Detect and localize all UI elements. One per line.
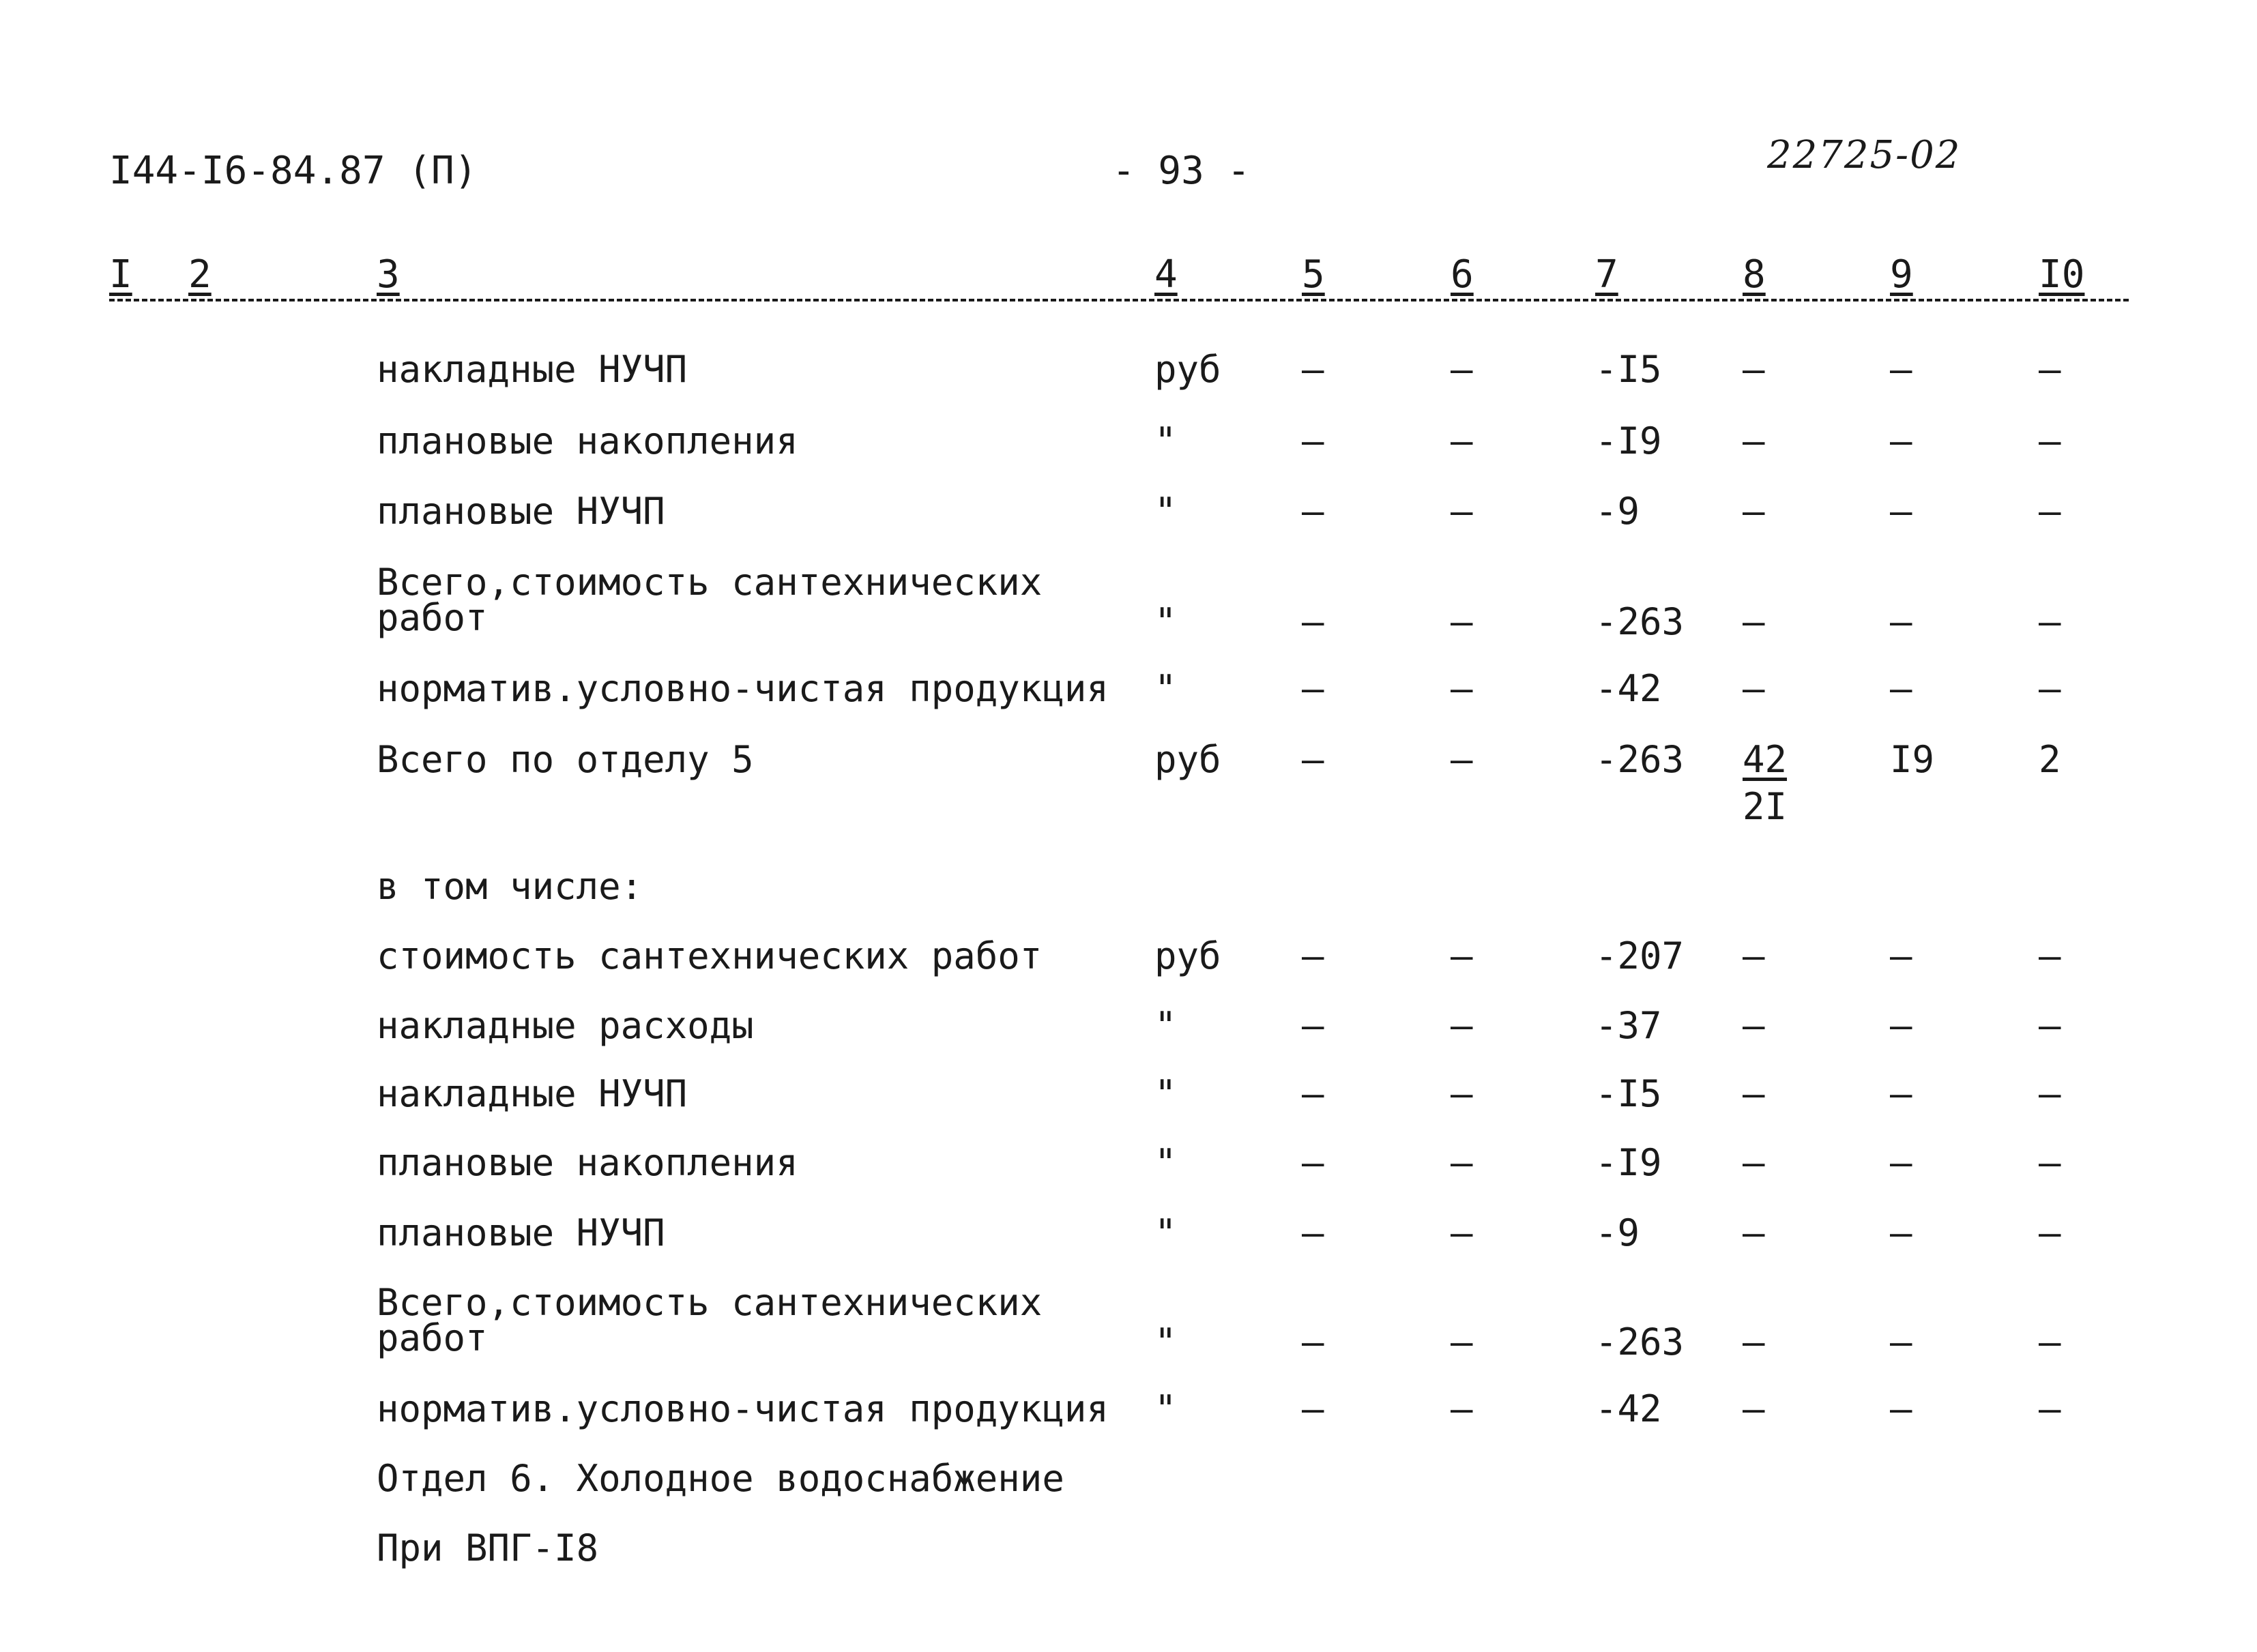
row-unit: " — [1154, 1387, 1177, 1430]
cell-col7: -I5 — [1595, 1072, 1662, 1115]
cell-col5: – — [1302, 419, 1324, 462]
cell-col6: – — [1451, 1211, 1473, 1254]
row-description: плановые НУЧП — [377, 1211, 665, 1254]
cell-col7: -9 — [1595, 490, 1640, 533]
cell-col5: – — [1302, 1211, 1324, 1254]
row-unit: " — [1154, 1072, 1177, 1115]
cell-col7: -37 — [1595, 1004, 1662, 1047]
column-number: 3 — [377, 252, 400, 297]
cell-col6: – — [1451, 1321, 1473, 1363]
cell-col7: -I9 — [1595, 1141, 1662, 1184]
row-description: При ВПГ-I8 — [377, 1526, 599, 1569]
cell-col6: – — [1451, 934, 1473, 977]
table-row — [0, 738, 2257, 834]
cell-col8: – — [1743, 600, 1765, 643]
cell-col7: -42 — [1595, 1387, 1662, 1430]
cell-col9: – — [1890, 934, 1912, 977]
cell-col7: -I9 — [1595, 419, 1662, 462]
table-row — [0, 667, 2257, 708]
row-unit: руб — [1154, 348, 1221, 391]
cell-col6: – — [1451, 667, 1473, 710]
cell-col6: – — [1451, 600, 1473, 643]
row-description: плановые накопления — [377, 1141, 798, 1184]
column-number: I0 — [2039, 252, 2085, 297]
cell-col5: – — [1302, 1141, 1324, 1184]
cell-col9: – — [1890, 1004, 1912, 1047]
cell-col6: – — [1451, 1004, 1473, 1047]
row-description: стоимость сантехнических работ — [377, 934, 1043, 977]
row-description: норматив.условно-чистая продукция — [377, 1387, 1109, 1430]
table-row — [0, 1387, 2257, 1428]
table-row — [0, 561, 2257, 647]
cell-col9: – — [1890, 1321, 1912, 1363]
cell-col8: – — [1743, 1004, 1765, 1047]
document-code: I44-I6-84.87 (П) — [109, 149, 478, 193]
section-heading — [0, 1457, 2257, 1498]
row-description: накладные НУЧП — [377, 1072, 688, 1115]
row-unit: " — [1154, 1004, 1177, 1047]
cell-col8-fraction — [1743, 738, 1787, 828]
fraction-denominator: 2I — [1743, 785, 1788, 828]
cell-col9: – — [1890, 600, 1912, 643]
cell-col9: – — [1890, 1072, 1912, 1115]
table-row — [0, 348, 2257, 389]
archive-number: 22725-02 — [1767, 133, 1962, 177]
cell-col9: – — [1890, 1211, 1912, 1254]
row-description-line: работ — [377, 596, 488, 639]
table-row — [0, 490, 2257, 531]
column-number: I — [109, 252, 132, 297]
row-description: плановые накопления — [377, 419, 798, 462]
cell-col6: – — [1451, 490, 1473, 533]
cell-col6: – — [1451, 1141, 1473, 1184]
cell-col7: -263 — [1595, 738, 1685, 781]
cell-col5: – — [1302, 348, 1324, 391]
row-unit: " — [1154, 419, 1177, 462]
fraction-numerator: 42 — [1743, 738, 1788, 781]
row-description: норматив.условно-чистая продукция — [377, 667, 1109, 710]
cell-col10: – — [2039, 1004, 2061, 1047]
row-unit: " — [1154, 667, 1177, 710]
cell-col7: -263 — [1595, 600, 1685, 643]
cell-col6: – — [1451, 738, 1473, 781]
cell-col8: – — [1743, 1321, 1765, 1363]
cell-col5: – — [1302, 1321, 1324, 1363]
row-unit: " — [1154, 1211, 1177, 1254]
column-number: 6 — [1451, 252, 1474, 297]
table-row — [0, 1004, 2257, 1045]
cell-col7: -I5 — [1595, 348, 1662, 391]
cell-col5: – — [1302, 1004, 1324, 1047]
cell-col5: – — [1302, 490, 1324, 533]
row-unit: " — [1154, 1141, 1177, 1184]
cell-col5: – — [1302, 1072, 1324, 1115]
cell-col7: -9 — [1595, 1211, 1640, 1254]
section-label — [0, 865, 2257, 906]
row-description — [377, 561, 1043, 639]
cell-col5: – — [1302, 600, 1324, 643]
cell-col5: – — [1302, 1387, 1324, 1430]
table-row — [0, 1072, 2257, 1113]
column-number: 2 — [188, 252, 212, 297]
table-row — [0, 1211, 2257, 1252]
row-description — [377, 1281, 1043, 1359]
row-description-line: Всего,стоимость сантехнических — [377, 561, 1043, 604]
cell-col10: – — [2039, 1072, 2061, 1115]
cell-col8: – — [1743, 1141, 1765, 1184]
cell-col10: – — [2039, 1387, 2061, 1430]
cell-col10: – — [2039, 419, 2061, 462]
cell-col5: – — [1302, 667, 1324, 710]
table-row — [0, 1281, 2257, 1367]
cell-col7: -263 — [1595, 1321, 1685, 1363]
cell-col9: – — [1890, 1387, 1912, 1430]
row-description: Отдел 6. Холодное водоснабжение — [377, 1457, 1064, 1500]
column-number: 7 — [1595, 252, 1618, 297]
subsection-heading — [0, 1526, 2257, 1567]
row-unit: " — [1154, 1321, 1177, 1363]
row-description-line: Всего,стоимость сантехнических — [377, 1281, 1043, 1324]
column-number: 8 — [1743, 252, 1766, 297]
cell-col10: – — [2039, 1321, 2061, 1363]
column-number: 4 — [1154, 252, 1178, 297]
cell-col6: – — [1451, 419, 1473, 462]
row-description: накладные НУЧП — [377, 348, 688, 391]
cell-col5: – — [1302, 738, 1324, 781]
cell-col7: -207 — [1595, 934, 1685, 977]
cell-col9: – — [1890, 348, 1912, 391]
cell-col10: – — [2039, 490, 2061, 533]
table-row — [0, 419, 2257, 460]
row-description: Всего по отделу 5 — [377, 738, 754, 781]
cell-col10: – — [2039, 1211, 2061, 1254]
cell-col8: – — [1743, 1387, 1765, 1430]
table-row — [0, 1141, 2257, 1182]
cell-col8: – — [1743, 348, 1765, 391]
cell-col9: I9 — [1890, 738, 1935, 781]
cell-col10: – — [2039, 1141, 2061, 1184]
page-number: - 93 - — [1112, 149, 1251, 193]
row-description-line: работ — [377, 1316, 488, 1359]
row-unit: " — [1154, 600, 1177, 643]
row-unit: " — [1154, 490, 1177, 533]
cell-col8: – — [1743, 667, 1765, 710]
cell-col8: – — [1743, 1211, 1765, 1254]
cell-col9: – — [1890, 490, 1912, 533]
cell-col9: – — [1890, 667, 1912, 710]
cell-col10: 2 — [2039, 738, 2061, 781]
column-number: 9 — [1890, 252, 1913, 297]
cell-col8: – — [1743, 934, 1765, 977]
cell-col5: – — [1302, 934, 1324, 977]
cell-col6: – — [1451, 1072, 1473, 1115]
cell-col8: – — [1743, 1072, 1765, 1115]
cell-col9: – — [1890, 419, 1912, 462]
row-description: в том числе: — [377, 865, 643, 908]
cell-col9: – — [1890, 1141, 1912, 1184]
row-unit: руб — [1154, 934, 1221, 977]
row-description: накладные расходы — [377, 1004, 754, 1047]
cell-col6: – — [1451, 348, 1473, 391]
cell-col8: – — [1743, 490, 1765, 533]
cell-col10: – — [2039, 667, 2061, 710]
cell-col10: – — [2039, 600, 2061, 643]
header-divider — [109, 299, 2129, 301]
cell-col6: – — [1451, 1387, 1473, 1430]
cell-col8: – — [1743, 419, 1765, 462]
column-number: 5 — [1302, 252, 1325, 297]
cell-col10: – — [2039, 348, 2061, 391]
row-description: плановые НУЧП — [377, 490, 665, 533]
row-unit: руб — [1154, 738, 1221, 781]
cell-col7: -42 — [1595, 667, 1662, 710]
cell-col10: – — [2039, 934, 2061, 977]
table-row — [0, 934, 2257, 975]
